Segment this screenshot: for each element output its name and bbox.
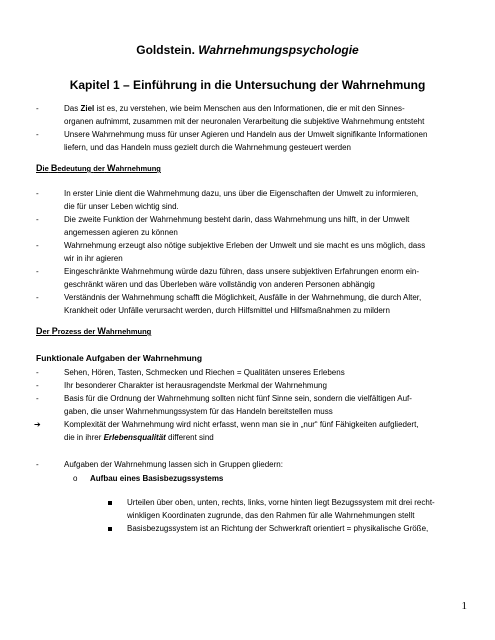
document-title: Goldstein. Wahrnehmungspsychologie	[136, 43, 359, 57]
prozess-line-6: die in ihrer Erlebensqualität different sind	[64, 433, 214, 442]
chapter-heading: Kapitel 1 – Einführung in die Untersuchung der Wahrnehmung	[69, 78, 426, 92]
prozess-groups-line: Aufgaben der Wahrnehmung lassen sich in Gruppen gliedern:	[64, 460, 283, 469]
bedeutung-line-6: wir in ihr agieren	[64, 254, 123, 263]
circle-bullet-icon: o	[73, 474, 78, 483]
bedeutung-line-4: angemessen agieren zu können	[64, 228, 178, 237]
bullet-dash: -	[36, 293, 39, 302]
square-item-1-line-1: Urteilen über oben, unten, rechts, links, vorne hinten liegt Bezugssystem mit drei recht-	[127, 498, 435, 507]
intro-bullet-2-line-1: Unsere Wahrnehmung muss für unser Agieren und Handeln aus der Umwelt signifikante Informationen	[64, 130, 428, 139]
prozess-line-2: Ihr besonderer Charakter ist herausragendste Merkmal der Wahrnehmung	[64, 381, 327, 390]
bullet-dash: -	[36, 104, 39, 113]
intro-bullet-2-line-2: liefern, und das Handeln muss gezielt durch die Wahrnehmung gesteuert werden	[64, 143, 351, 152]
prozess-line-5: Komplexität der Wahrnehmung wird nicht erfasst, wenn man sie in „nur“ fünf Fähigkeiten aufgliedert,	[64, 420, 419, 429]
section-heading-bedeutung: Die Bedeutung der Wahrnehmung	[36, 163, 161, 173]
square-item-1-line-2: winkligen Koordinaten zugrunde, das den Rahmen für alle Wahrnehmungen stellt	[127, 511, 415, 520]
bullet-dash: -	[36, 130, 39, 139]
bullet-dash: -	[36, 189, 39, 198]
bullet-dash: -	[36, 394, 39, 403]
page-number: 1	[461, 600, 467, 612]
bedeutung-line-3: Die zweite Funktion der Wahrnehmung besteht darin, dass Wahrnehmung uns hilft, in der Umwelt	[64, 215, 410, 224]
prozess-line-1: Sehen, Hören, Tasten, Schmecken und Riechen = Qualitäten unseres Erlebens	[64, 368, 345, 377]
ziel-keyword: Ziel	[80, 104, 95, 113]
bedeutung-line-7: Eingeschränkte Wahrnehmung würde dazu führen, dass unsere subjektiven Erfahrungen enorm ein-	[64, 267, 420, 276]
erlebensqualitaet-keyword: Erlebensqualität	[103, 433, 166, 442]
bedeutung-line-5: Wahrnehmung erzeugt also nötige subjektive Erleben der Umwelt und sie macht es uns möglich, dass	[64, 241, 426, 250]
bullet-dash: -	[36, 381, 39, 390]
bedeutung-line-8: geschränkt wären und das Überleben wäre vollständig von anderen Personen abhängig	[64, 280, 375, 289]
bullet-dash: -	[36, 267, 39, 276]
bullet-dash: -	[36, 460, 39, 469]
square-bullet-icon	[108, 501, 112, 505]
book-title-italic: Wahrnehmungspsychologie	[198, 43, 359, 57]
sub-item-basisbezugssystem: Aufbau eines Basisbezugssystems	[90, 474, 224, 483]
subheading-funktionale-aufgaben: Funktionale Aufgaben der Wahrnehmung	[36, 353, 203, 363]
square-item-2-line-1: Basisbezugssystem ist an Richtung der Schwerkraft orientiert = physikalische Größe,	[127, 524, 429, 533]
intro-bullet-1-line-2: organen aufnimmt, zusammen mit der neuronalen Verarbeitung die subjektive Wahrnehmung entsteht	[64, 117, 425, 126]
bullet-dash: -	[36, 368, 39, 377]
square-bullet-icon	[108, 527, 112, 531]
bedeutung-line-10: Krankheit oder Unfälle verursacht werden, durch Hilfsmittel und Hilfsmaßnahmen zu mildern	[64, 306, 390, 315]
bedeutung-line-2: die für unser Leben wichtig sind.	[64, 202, 179, 211]
prozess-line-4: gaben, die unser Wahrnehmungssystem für das Handeln bereitstellen muss	[64, 407, 333, 416]
bedeutung-line-1: In erster Linie dient die Wahrnehmung dazu, uns über die Eigenschaften der Umwelt zu informieren,	[64, 189, 419, 198]
bedeutung-line-9: Verständnis der Wahrnehmung schafft die Möglichkeit, Ausfälle in der Wahrnehmung, die durch Alter,	[64, 293, 422, 302]
bullet-dash: -	[36, 215, 39, 224]
section-heading-prozess: Der Prozess der Wahrnehmung	[36, 326, 152, 336]
intro-bullet-1-line-1: Das Ziel ist es, zu verstehen, wie beim Menschen aus den Informationen, die er mit den Sinnes-	[64, 104, 405, 113]
prozess-line-3: Basis für die Ordnung der Wahrnehmung sollten nicht fünf Sinne sein, sondern die vielfältigen Auf-	[64, 394, 412, 403]
bullet-dash: -	[36, 241, 39, 250]
arrow-bullet-icon: ➔	[34, 420, 41, 429]
